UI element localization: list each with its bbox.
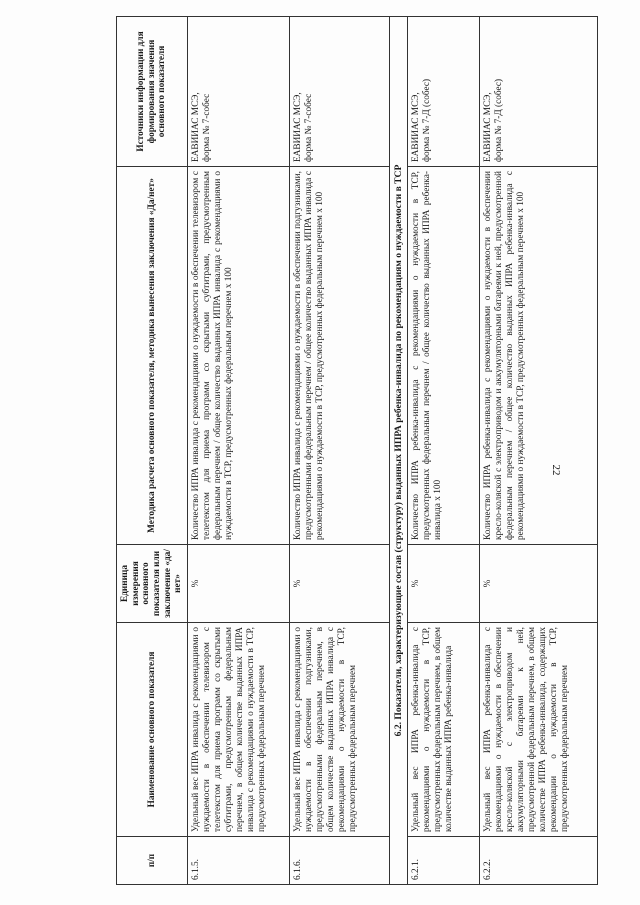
section-title: 6.2. Показатели, характеризующие состав (структуру) выданных ИПРА ребенка-инвалида по рекомендациям о нуждаемости в ТСР [390, 17, 408, 885]
page-number: 22 [550, 464, 562, 476]
header-num: п/п [117, 837, 188, 885]
source-line-2: форма № 7-собес [202, 93, 213, 162]
row-number: 6.1.6. [290, 837, 390, 885]
header-name: Наименование основного показателя [117, 623, 188, 837]
table-row [290, 17, 390, 885]
source-line-2: форма № 7-собес [304, 93, 315, 162]
unit-cell: % [480, 545, 598, 623]
method-cell: Количество ИПРА инвалида с рекомендациями о нуждаемости в обеспечении подгузниками, предусмотренными федеральным перечнем / общее количество выданных ИПРА инвалида с рекомендациями о нуждаемости в ТСР, предусмотренных федеральным перечнем х 100 [290, 167, 390, 545]
source-cell [408, 17, 480, 167]
source-cell [290, 17, 390, 167]
table-header-row [117, 17, 188, 885]
source-line-2: форма № 7-Д (собес) [494, 78, 505, 162]
indicator-name: Удельный вес ИПРА инвалида с рекомендациями о нуждаемости в обеспечении телевизором с телетекстом для приема программ со скрытыми субтитрами, предусмотренным федеральным перечнем, в общем количестве выданных ИПРА инвалида с рекомендациями о нуждаемости в ТСР, предусмотренных федеральным перечнем [188, 623, 290, 837]
source-line-2: форма № 7-Д (собес) [422, 78, 433, 162]
indicators-table [116, 16, 598, 885]
indicator-name: Удельный вес ИПРА ребенка-инвалида с рекомендациями о нуждаемости в ТСР, предусмотренных федеральным перечнем, в общем количестве выданных ИПРА ребенка-инвалида [408, 623, 480, 837]
row-number: 6.2.1. [408, 837, 480, 885]
table-row [480, 17, 598, 885]
header-method: Методика расчета основного показателя, методика вынесения заключения «Да/нет» [117, 167, 188, 545]
unit-cell: % [290, 545, 390, 623]
source-line-1: ЕАВИИАС МСЭ, [411, 92, 422, 162]
source-cell [480, 17, 598, 167]
unit-cell: % [188, 545, 290, 623]
method-cell: Количество ИПРА ребенка-инвалида с рекомендациями о нуждаемости в ТСР, предусмотренных федеральным перечнем / общее количество выданных ИПРА ребенка-инвалида х 100 [408, 167, 480, 545]
source-line-1: ЕАВИИАС МСЭ, [483, 92, 494, 162]
row-number: 6.1.5. [188, 837, 290, 885]
header-unit: Единица измерения основного показателя или заключение «да/нет» [117, 545, 188, 623]
method-cell: Количество ИПРА инвалида с рекомендациями о нуждаемости в обеспечении телевизором с телетекстом для приема программ со скрытыми субтитрами, предусмотренным федеральным перечнем / общее количество выданных ИПРА инвалида с рекомендациями о нуждаемости в ТСР, предусмотренных федеральным перечнем х 100 [188, 167, 290, 545]
table-row [188, 17, 290, 885]
row-number: 6.2.2. [480, 837, 598, 885]
table-row [408, 17, 480, 885]
unit-cell: % [408, 545, 480, 623]
indicator-name: Удельный вес ИПРА инвалида с рекомендациями о нуждаемости в обеспечении подгузниками, предусмотренными федеральным перечнем, в общем количестве выданных ИПРА инвалида с рекомендациями о нуждаемости в ТСР, предусмотренных федеральным перечнем [290, 623, 390, 837]
source-line-1: ЕАВИИАС МСЭ, [293, 92, 304, 162]
indicator-name: Удельный вес ИПРА ребенка-инвалида с рекомендациями о нуждаемости в обеспечении кресло-коляской с электроприводом и аккумуляторными батареями к ней, предусмотренной федеральным перечнем, в общем количестве ИПРА ребенка-инвалида, содержащих рекомендации о нуждаемости в ТСР, предусмотренных федеральным перечнем [480, 623, 598, 837]
section-row [390, 17, 408, 885]
header-source: Источники информации для формирования значения основного показателя [117, 17, 188, 167]
source-cell [188, 17, 290, 167]
method-cell: Количество ИПРА ребенка-инвалида с рекомендациями о нуждаемости в обеспечении кресло-коляской с электроприводом и аккумуляторными батареями к ней, предусмотренной федеральным перечнем / общее количество выданных ИПРА ребенка-инвалида с рекомендациями о нуждаемости в ТСР, предусмотренных федеральным перечнем х 100 [480, 167, 598, 545]
source-line-1: ЕАВИИАС МСЭ, [191, 92, 202, 162]
